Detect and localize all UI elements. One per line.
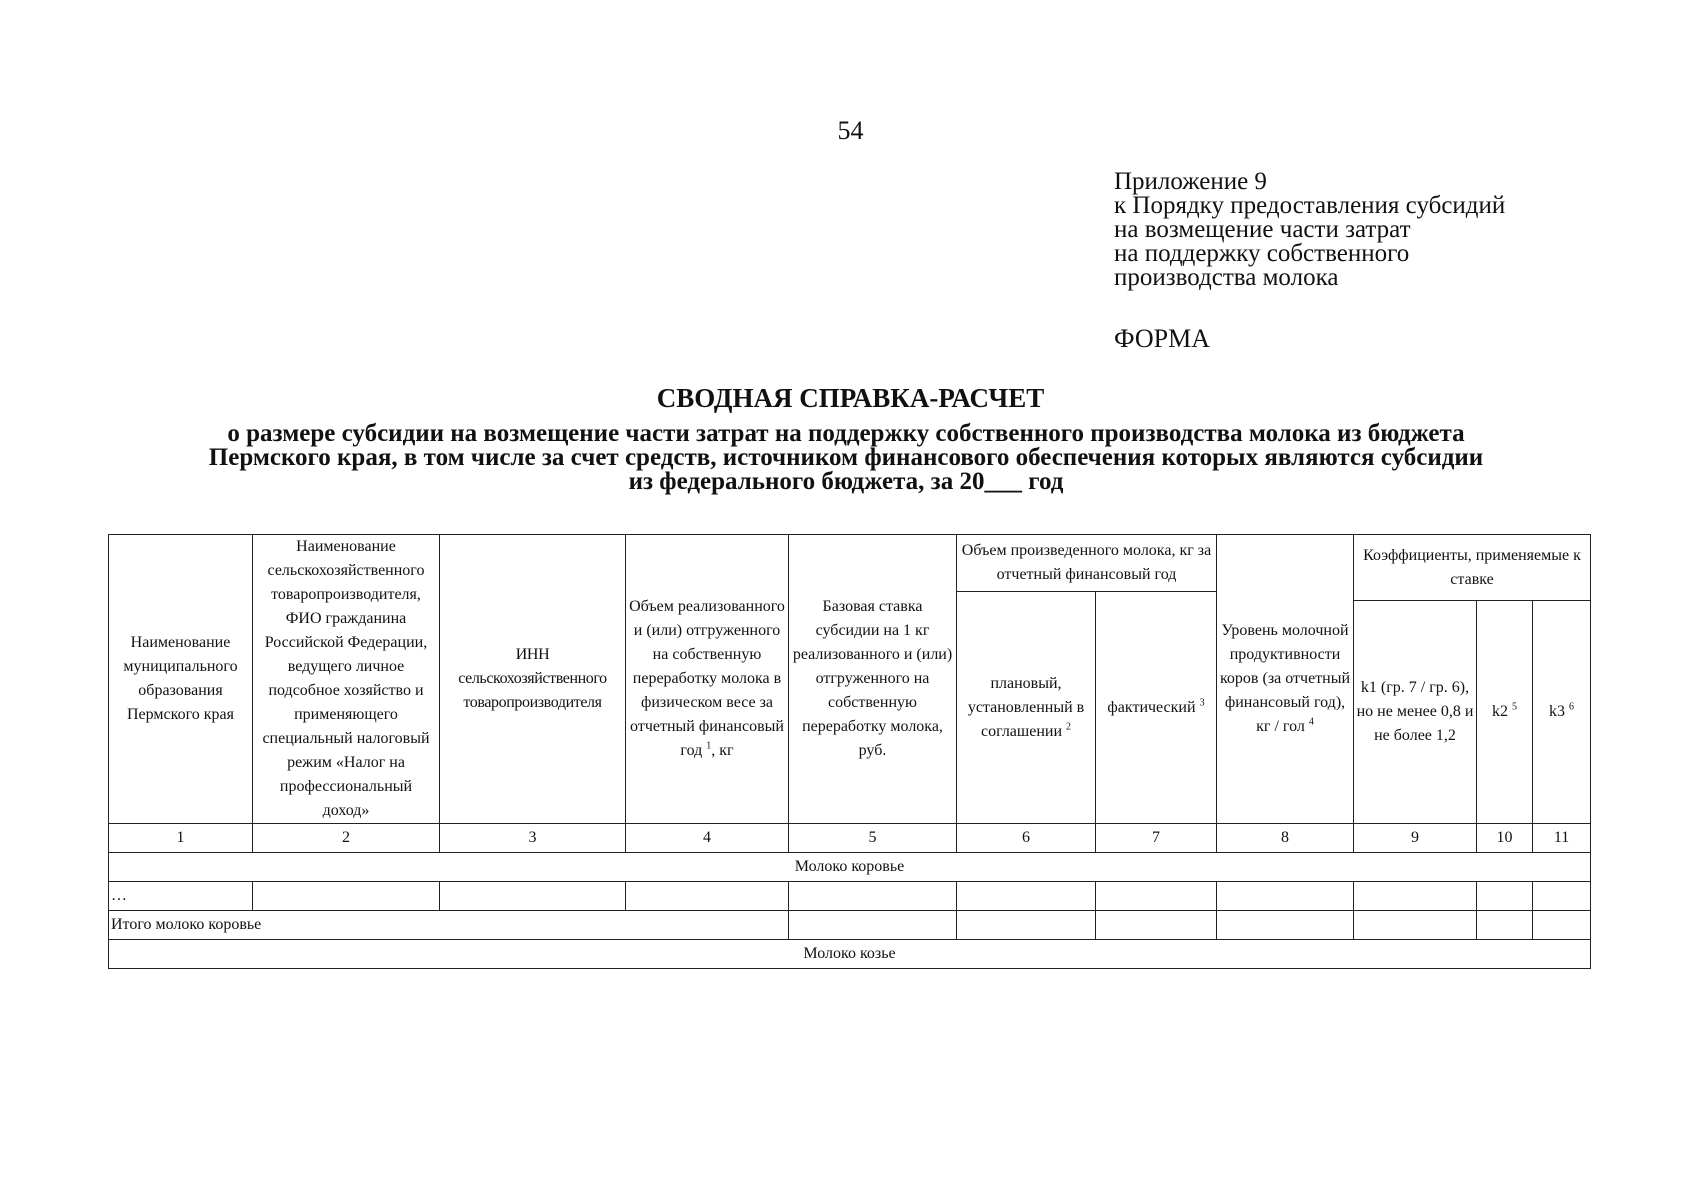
empty-cell [1217,911,1354,940]
column-number: 1 [109,824,253,853]
form-label: ФОРМА [1114,324,1210,353]
column-number: 2 [253,824,440,853]
header-producer-name: Наименование сельскохозяйственного товаропроизводителя, ФИО гражданина Российской Федерации, ведущего личное подсобное хозяйство и применяющего специальный налоговый режим «Налог на профессиональный доход» [253,535,440,824]
empty-cell [1533,911,1591,940]
header-municipality: Наименование муниципального образования Пермского края [109,535,253,824]
header-planned: плановый, установленный в соглашении $^2$ [957,592,1096,824]
subtitle-line: из федерального бюджета, за 20___ год [628,468,1064,495]
empty-cell [440,882,626,911]
total-row-cow [109,911,1591,940]
empty-cell [253,882,440,911]
header-produced-volume-group: Объем произведенного молока, кг за отчетный финансовый год [957,535,1217,592]
empty-cell [957,882,1096,911]
column-number: 8 [1217,824,1354,853]
section-label: Молоко козье [109,940,1591,969]
appendix-line: Приложение 9 [1114,168,1267,195]
footnote-marker: 1 [706,740,712,752]
section-row-cow [109,853,1591,882]
appendix-line: к Порядку предоставления субсидий [1114,192,1506,219]
column-number: 11 [1533,824,1591,853]
total-label: Итого молоко коровье [109,911,789,940]
empty-cell [1354,911,1477,940]
report-table [108,534,1591,969]
header-productivity: Уровень молочной продуктивности коров (за отчетный финансовый год), кг / гол $^4$ [1217,535,1354,824]
empty-cell [1217,882,1354,911]
ellipsis-cell: … [109,882,253,911]
header-k3: k3 $^6$ [1533,601,1591,824]
header-sold-volume: Объем реализованного и (или) отгруженного на собственную переработку молока в физическом весе за отчетный финансовый год $^1$, кг [626,535,789,824]
footnote-marker: 3 [1199,697,1205,709]
empty-cell [789,911,957,940]
table-row [109,882,1591,911]
column-number: 3 [440,824,626,853]
column-number-row [109,824,1591,853]
appendix-block [1114,170,1505,290]
column-number: 6 [957,824,1096,853]
footnote-marker: 4 [1308,716,1314,728]
header-coefficients-group: Коэффициенты, применяемые к ставке [1354,535,1591,601]
document-title: СВОДНАЯ СПРАВКА-РАСЧЕТ [656,383,1045,413]
column-number: 9 [1354,824,1477,853]
empty-cell [626,882,789,911]
footnote-marker: 2 [1066,721,1072,733]
footnote-marker: 5 [1512,701,1517,713]
subtitle-line: о размере субсидии на возмещение части затрат на поддержку собственного производства молока из бюджета [227,420,1465,447]
subtitle-line: Пермского края, в том числе за счет средств, источником финансового обеспечения которых являются субсидии [208,444,1484,471]
column-number: 4 [626,824,789,853]
empty-cell [1477,911,1533,940]
empty-cell [1096,911,1217,940]
section-row-goat [109,940,1591,969]
empty-cell [1533,882,1591,911]
empty-cell [1477,882,1533,911]
header-k1: k1 (гр. 7 / гр. 6), но не менее 0,8 и не более 1,2 [1354,601,1477,824]
column-number: 10 [1477,824,1533,853]
column-number: 5 [789,824,957,853]
column-number: 7 [1096,824,1217,853]
header-inn: ИНН сельскохозяйственного товаропроизводителя [440,535,626,824]
appendix-line: на поддержку собственного [1114,240,1410,267]
appendix-line: на возмещение части затрат [1114,216,1411,243]
empty-cell [1354,882,1477,911]
section-label: Молоко коровье [109,853,1591,882]
header-actual: фактический $^3$ [1096,592,1217,824]
footnote-marker: 6 [1569,701,1575,713]
appendix-line: производства молока [1114,264,1339,291]
empty-cell [789,882,957,911]
empty-cell [957,911,1096,940]
document-subtitle [60,422,1632,494]
header-base-rate: Базовая ставка субсидии на 1 кг реализованного и (или) отгруженного на собственную переработку молока, руб. [789,535,957,824]
header-k2: k2 $^5$ [1477,601,1533,824]
page-number: 54 [837,116,864,145]
empty-cell [1096,882,1217,911]
